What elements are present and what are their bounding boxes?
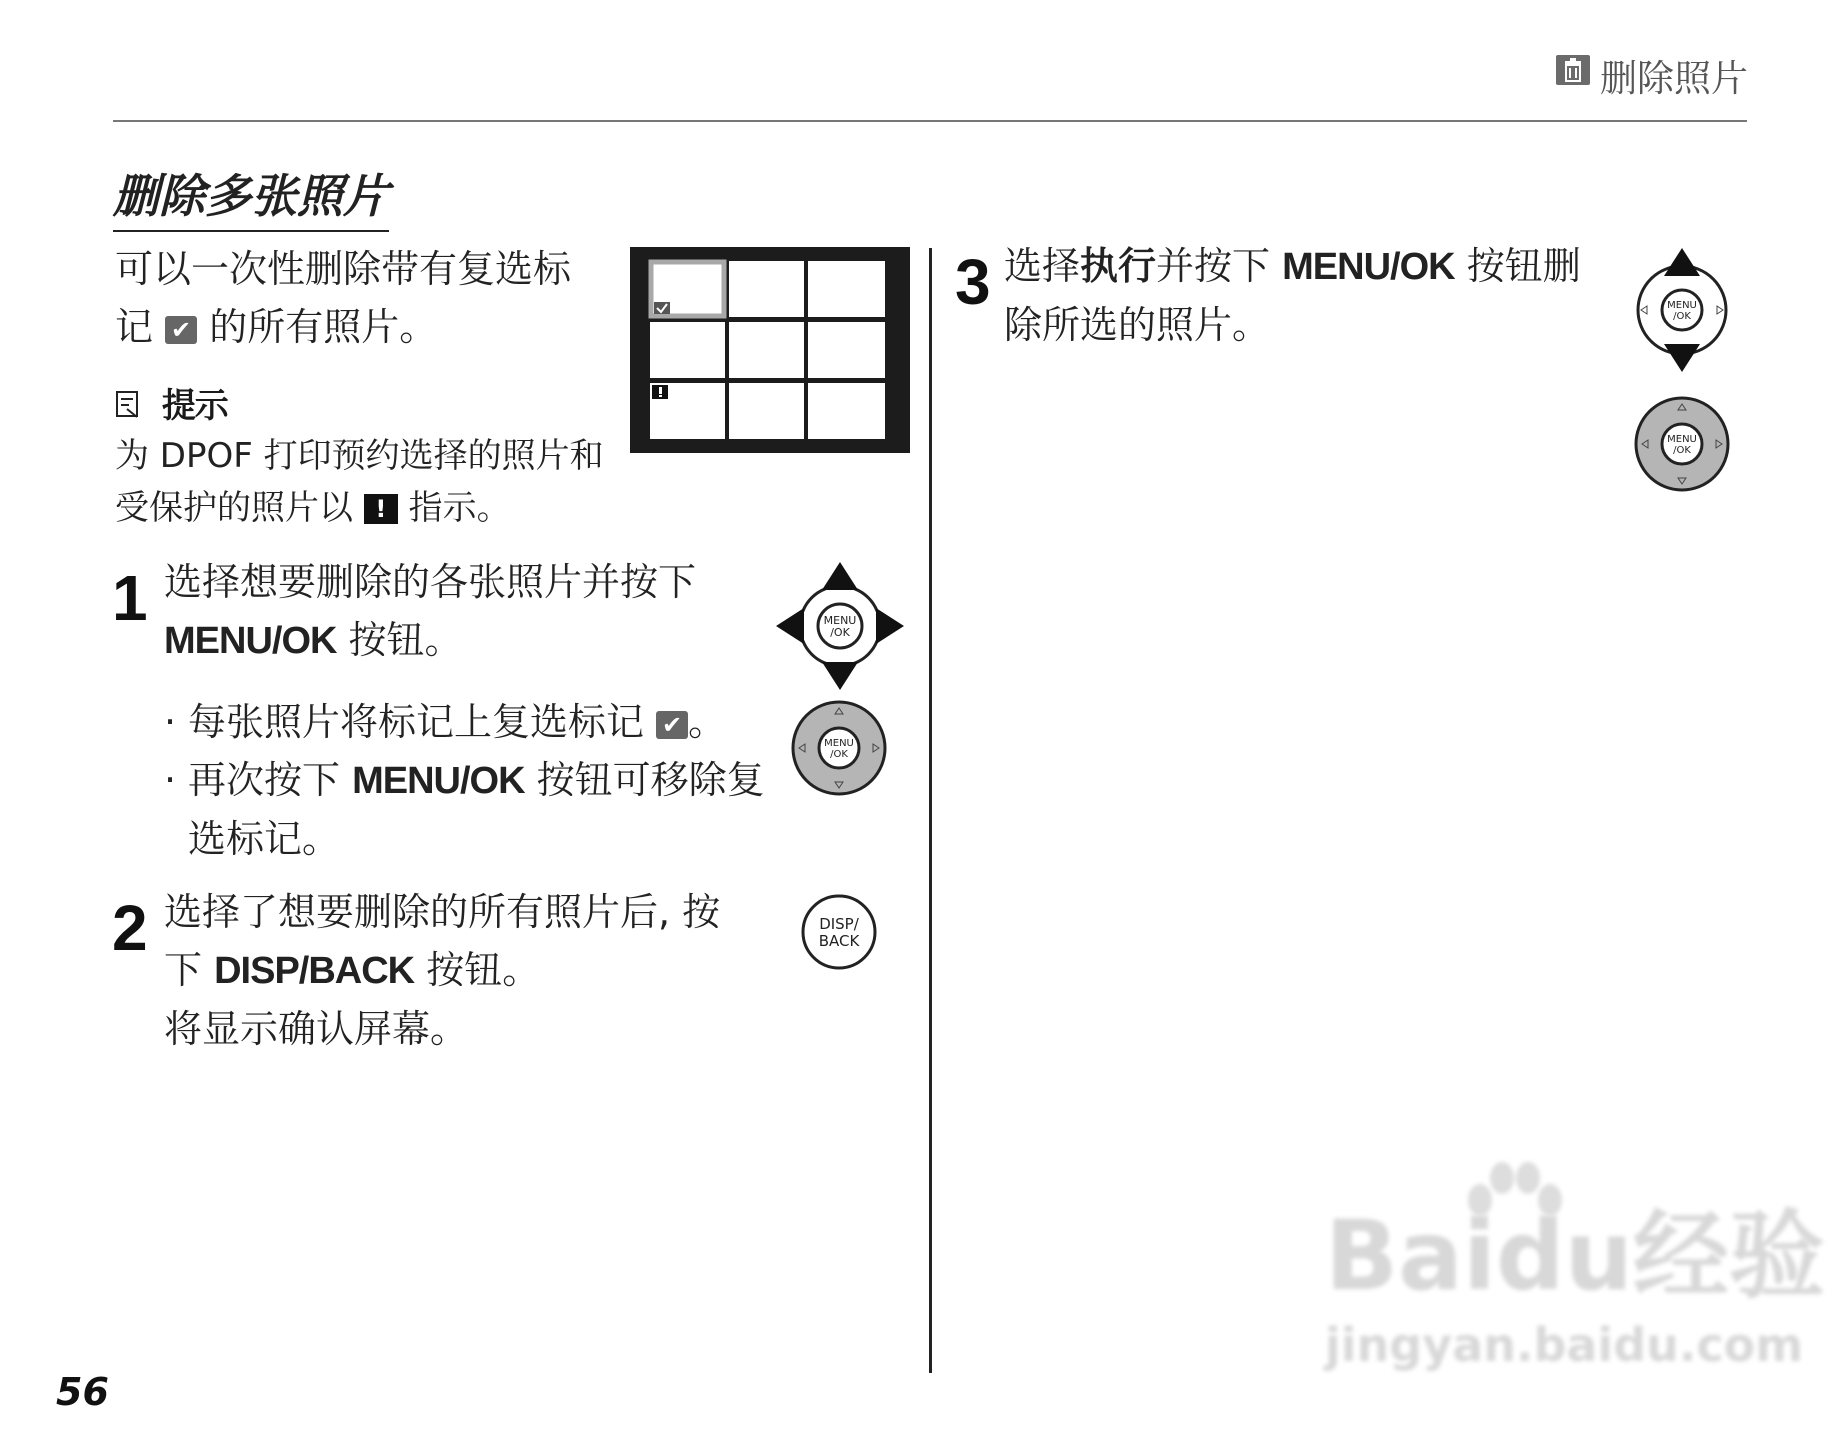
step-3-mid: 并按下 xyxy=(1156,244,1271,288)
intro-line-2 xyxy=(115,298,625,356)
intro-line-1: 可以一次性删除带有复选标 xyxy=(115,247,572,291)
hint-line-2 xyxy=(115,482,604,534)
menu-ok-button-label-bottom: /OK xyxy=(830,749,848,760)
header-divider xyxy=(113,120,1747,122)
step-1-line-2-post: 按钮。 xyxy=(348,618,463,662)
watermark-url: jingyan.baidu.com xyxy=(1325,1318,1804,1372)
watermark-logo: Baidu经验 xyxy=(1325,1200,1825,1312)
step-1-number: 1 xyxy=(112,562,148,634)
step-2-line-3: 将显示确认屏幕。 xyxy=(164,1007,469,1051)
header-title: 删除照片 xyxy=(1600,57,1748,100)
step-3-text xyxy=(1004,237,1581,354)
step-3-pre: 选择 xyxy=(1004,244,1081,288)
disp-back-button-icon xyxy=(800,893,878,971)
step-2-text xyxy=(164,883,720,1058)
menu-ok-label: MENU/OK xyxy=(164,620,337,662)
menu-ok-button-label-bottom: /OK xyxy=(830,626,850,639)
protected-indicator-icon: ! xyxy=(364,494,398,524)
bullet-1-text: 每张照片将标记上复选标记 xyxy=(188,700,645,744)
menu-ok-button-label-top: MENU xyxy=(1667,300,1697,311)
menu-ok-button-label-top: MENU xyxy=(823,614,857,627)
disp-button-label-bottom: BACK xyxy=(818,932,860,950)
step-3-line-2: 除所选的照片。 xyxy=(1004,303,1271,347)
menu-ok-label: MENU/OK xyxy=(352,760,525,802)
step-2-number: 2 xyxy=(112,892,148,964)
hint-line-2-post: 指示。 xyxy=(408,487,511,528)
step-1-text xyxy=(164,553,696,670)
step-2-line-2 xyxy=(164,941,720,1000)
menu-ok-button-label-top: MENU xyxy=(1667,434,1697,445)
selector-arrows-all-icon xyxy=(774,560,906,692)
thumbnail-grid-screen xyxy=(630,247,910,453)
column-divider xyxy=(929,248,932,1373)
intro-line-2-pre: 记 xyxy=(115,305,154,349)
hint-line-2-pre: 受保护的照片以 xyxy=(115,487,353,528)
disp-button-label-top: DISP/ xyxy=(819,915,859,933)
hint-line-1: 为 DPOF 打印预约选择的照片和 xyxy=(115,435,604,476)
step-2-line-2-post: 按钮。 xyxy=(426,948,541,992)
step-2-line-2-pre: 下 xyxy=(164,948,203,992)
step-1-line-2 xyxy=(164,611,696,670)
step-2-line-1: 选择了想要删除的所有照片后, 按 xyxy=(164,890,721,934)
menu-ok-button-label-bottom: /OK xyxy=(1673,445,1691,456)
menu-ok-button-label-top: MENU xyxy=(824,738,854,749)
step-3-number: 3 xyxy=(955,246,991,318)
menu-ok-button-pressed-icon xyxy=(1634,396,1730,492)
step-1-bullets xyxy=(164,693,765,868)
hint-block xyxy=(115,384,604,534)
bullet-2-text: 再次按下 xyxy=(188,758,341,802)
menu-ok-button-pressed-icon xyxy=(791,700,887,796)
bullet-2-post: 按钮可移除复 xyxy=(536,758,765,802)
menu-ok-button-label-bottom: /OK xyxy=(1673,311,1691,322)
execute-label: 执行 xyxy=(1080,244,1157,288)
intro-line-2-post: 的所有照片。 xyxy=(209,305,438,349)
checkbox-icon: ✔ xyxy=(165,316,197,344)
step-1-line-1: 选择想要删除的各张照片并按下 xyxy=(164,560,697,604)
step-3-post: 按钮删 xyxy=(1466,244,1581,288)
step-1-bullet-2: · 再次按下 MENU/OK 按钮可移除复 xyxy=(164,758,765,802)
selector-arrows-vertical-icon xyxy=(1631,246,1733,374)
menu-ok-label: MENU/OK xyxy=(1282,246,1455,288)
disp-back-label: DISP/BACK xyxy=(214,950,415,992)
intro-paragraph xyxy=(115,240,625,356)
bullet-1-post: 。 xyxy=(688,700,727,744)
note-icon xyxy=(115,386,141,430)
trash-icon xyxy=(1556,55,1590,85)
page-number: 56 xyxy=(56,1370,109,1414)
hint-label: 提示 xyxy=(161,387,228,425)
section-title: 删除多张照片 xyxy=(113,160,389,232)
step-1-bullet-2-cont: 选标记。 xyxy=(188,817,341,861)
step-3-line-1 xyxy=(1004,237,1581,296)
step-1-bullet-1: · 每张照片将标记上复选标记 ✔ 。 xyxy=(164,700,727,744)
checkbox-icon: ✔ xyxy=(656,711,688,739)
